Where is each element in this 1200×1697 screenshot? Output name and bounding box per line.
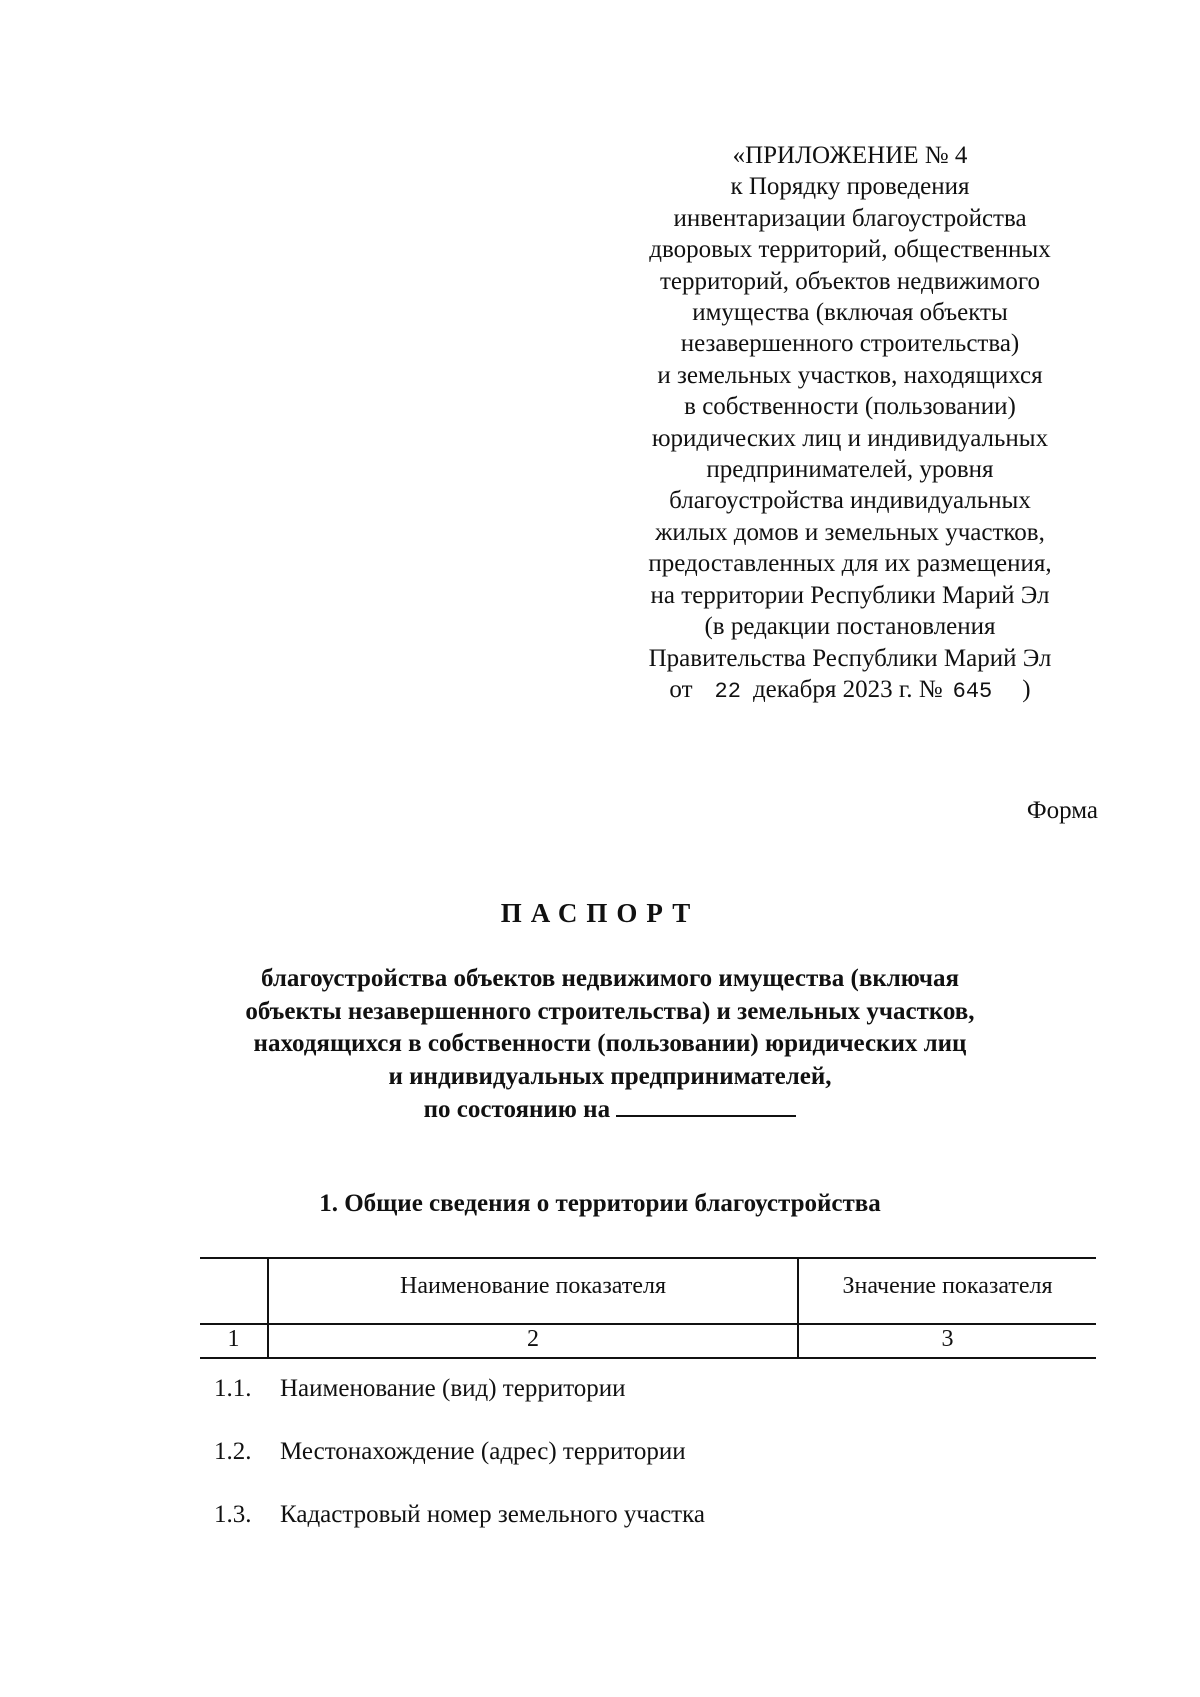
table-rule-top: [200, 1257, 1096, 1259]
decree-date-line: [600, 674, 1100, 707]
appendix-line: предпринимателей, уровня: [706, 456, 994, 484]
appendix-line: (в редакции постановления: [704, 613, 996, 641]
date-blank-field[interactable]: [616, 1093, 796, 1117]
subtitle-line: объекты незавершенного строительства) и земельных участков,: [245, 997, 975, 1025]
appendix-line: юридических лиц и индивидуальных: [651, 424, 1049, 452]
date-close: ): [1022, 675, 1031, 703]
appendix-line: инвентаризации благоустройства: [673, 204, 1027, 232]
appendix-line: и земельных участков, находящихся: [657, 361, 1043, 389]
section-1-title: 1. Общие сведения о территории благоустройства: [319, 1190, 881, 1217]
appendix-line: к Порядку проведения: [730, 173, 970, 201]
row-label: Наименование (вид) территории: [280, 1375, 626, 1402]
row-number: 1.2.: [214, 1438, 252, 1465]
appendix-line: дворовых территорий, общественных: [649, 236, 1051, 264]
appendix-line: незавершенного строительства): [680, 330, 1020, 358]
appendix-line: «ПРИЛОЖЕНИЕ № 4: [732, 142, 968, 169]
decree-number: 645: [952, 678, 993, 704]
document-subtitle: [180, 963, 1040, 1127]
subtitle-line: благоустройства объектов недвижимого имущества (включая: [260, 965, 960, 992]
date-text: декабря 2023 г. №: [752, 675, 943, 703]
appendix-header: [600, 140, 1100, 707]
table-row: [214, 1438, 686, 1466]
header-col-value: Значение показателя: [842, 1273, 1053, 1299]
appendix-line: благоустройства индивидуальных: [669, 487, 1031, 515]
table-rule-bottom: [200, 1357, 1096, 1359]
table-rule-mid: [200, 1323, 1096, 1325]
date-prefix: от: [669, 675, 693, 703]
row-number: 1.1.: [214, 1375, 252, 1402]
subtitle-line: находящихся в собственности (пользовании) юридических лиц: [253, 1030, 967, 1057]
date-day: 22: [714, 678, 741, 704]
appendix-line: в собственности (пользовании): [684, 393, 1016, 421]
as-of-line: [180, 1093, 1040, 1127]
appendix-line: предоставленных для их размещения,: [648, 550, 1052, 578]
table-row: [214, 1501, 705, 1529]
col-number-2: 2: [527, 1326, 539, 1352]
appendix-line: жилых домов и земельных участков,: [655, 518, 1045, 546]
col-number-1: 1: [227, 1326, 240, 1352]
appendix-line: на территории Республики Марий Эл: [650, 581, 1050, 609]
table-row: [214, 1375, 626, 1403]
header-col-name: Наименование показателя: [400, 1273, 666, 1299]
as-of-label: по состоянию на: [423, 1096, 611, 1123]
form-label: Форма: [1026, 797, 1098, 824]
row-number: 1.3.: [214, 1501, 252, 1528]
appendix-line: территорий, объектов недвижимого: [660, 267, 1040, 295]
row-label: Местонахождение (адрес) территории: [280, 1438, 686, 1465]
row-label: Кадастровый номер земельного участка: [280, 1501, 705, 1528]
appendix-line: Правительства Республики Марий Эл: [648, 644, 1052, 672]
appendix-line: имущества (включая объекты: [692, 299, 1008, 327]
subtitle-line: и индивидуальных предпринимателей,: [388, 1062, 832, 1090]
document-title: ПАСПОРТ: [500, 898, 700, 928]
col-number-3: 3: [941, 1326, 954, 1352]
